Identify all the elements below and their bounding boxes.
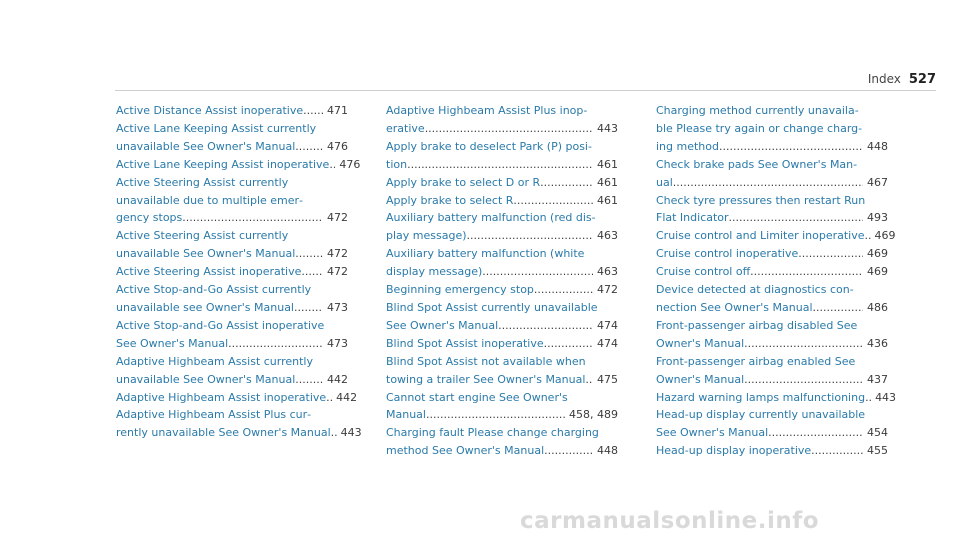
index-entry[interactable] xyxy=(656,353,888,389)
index-entry-link[interactable]: Owner's Manual xyxy=(656,336,745,350)
index-entry-link[interactable]: Adaptive Highbeam Assist currently xyxy=(116,354,313,368)
page-reference[interactable]: 472 xyxy=(327,265,348,279)
page-reference[interactable]: 472 xyxy=(327,211,348,225)
index-entry[interactable] xyxy=(116,156,361,174)
index-entry-link[interactable]: Blind Spot Assist not available when xyxy=(386,354,586,368)
index-entry-link[interactable]: Head-up display currently unavailable xyxy=(656,408,866,422)
index-entry-link[interactable]: Active Distance Assist inoperative xyxy=(116,104,304,117)
index-entry-link[interactable]: Cruise control off xyxy=(656,265,751,279)
page-reference[interactable]: 469 xyxy=(867,265,888,279)
index-entry-link[interactable]: Apply brake to deselect Park (P) posi‐ xyxy=(386,139,592,153)
page-reference[interactable]: 448 xyxy=(597,444,618,458)
index-entry[interactable] xyxy=(386,209,618,245)
dot-leader xyxy=(303,102,323,120)
index-entry-link[interactable]: ing method xyxy=(656,139,719,153)
dot-leader xyxy=(228,335,323,353)
index-entry-link[interactable]: rently unavailable See Owner's Manual xyxy=(116,426,331,440)
page-number: 527 xyxy=(908,72,936,87)
index-column-1 xyxy=(116,102,362,442)
index-entry[interactable] xyxy=(116,317,348,353)
index-entry-link[interactable]: Active Steering Assist currently xyxy=(116,175,289,189)
dot-leader xyxy=(540,174,593,192)
index-entry-link[interactable]: See Owner's Manual xyxy=(116,336,229,350)
dot-leader xyxy=(513,192,593,210)
index-entry-link[interactable]: Auxiliary battery malfunction (white xyxy=(386,247,585,261)
index-entry-link[interactable]: ble Please try again or change charg‐ xyxy=(656,121,863,135)
dot-leader xyxy=(750,263,863,281)
index-entry-link[interactable]: See Owner's Manual xyxy=(656,426,769,440)
page-reference[interactable]: 493 xyxy=(867,211,888,225)
index-entry-link[interactable]: Front-passenger airbag disabled See xyxy=(656,318,858,332)
dot-leader xyxy=(425,120,593,138)
dot-leader xyxy=(534,281,593,299)
index-entry-link[interactable]: Active Steering Assist currently xyxy=(116,229,289,243)
index-entry-link[interactable]: Adaptive Highbeam Assist inoperative xyxy=(116,390,327,404)
dot-leader xyxy=(744,335,863,353)
header-divider xyxy=(115,90,936,91)
index-entry-link[interactable]: erative xyxy=(386,121,425,135)
index-entry-link[interactable]: towing a trailer See Owner's Manual xyxy=(386,372,586,386)
index-entry[interactable] xyxy=(116,389,358,407)
index-entry-link[interactable]: display message) xyxy=(386,265,483,279)
index-entry[interactable] xyxy=(656,263,888,281)
page-reference[interactable]: 472 xyxy=(327,247,348,261)
index-entry[interactable] xyxy=(656,245,888,263)
index-entry[interactable] xyxy=(656,317,888,353)
index-entry[interactable] xyxy=(656,442,888,460)
dot-leader xyxy=(719,138,863,156)
watermark: carmanualsonline.info xyxy=(520,508,820,534)
page-reference[interactable]: 474 xyxy=(597,336,618,350)
index-entry-link[interactable]: Flat Indicator xyxy=(656,211,729,225)
index-entry[interactable] xyxy=(656,102,888,156)
index-entry-link[interactable]: Cruise control and Limiter inoperative xyxy=(656,229,865,243)
page-reference[interactable]: 473 xyxy=(327,300,348,314)
page-reference[interactable]: 448 xyxy=(867,139,888,153)
page-reference[interactable]: 474 xyxy=(597,318,618,332)
index-entry[interactable] xyxy=(386,281,618,299)
page-reference[interactable]: 443 xyxy=(597,121,618,135)
index-entry-link[interactable]: Blind Spot Assist currently unavailable xyxy=(386,300,598,314)
dot-leader xyxy=(294,299,323,317)
dot-leader xyxy=(498,317,593,335)
dot-leader xyxy=(544,335,593,353)
dot-leader xyxy=(744,371,863,389)
index-entry[interactable] xyxy=(116,281,348,317)
dot-leader xyxy=(295,245,323,263)
dot-leader xyxy=(426,406,565,424)
index-entry-link[interactable]: unavailable See Owner's Manual xyxy=(116,247,296,261)
index-entry-link[interactable]: Cruise control inoperative xyxy=(656,247,799,261)
dot-leader xyxy=(798,245,863,263)
page-reference[interactable]: 455 xyxy=(867,444,888,458)
page-reference[interactable]: 475 xyxy=(597,372,618,386)
index-entry[interactable] xyxy=(116,120,348,156)
section-title: Index xyxy=(867,72,901,86)
index-entry-link[interactable]: Adaptive Highbeam Assist Plus inop‐ xyxy=(386,104,588,117)
index-entry-link[interactable]: gency stops xyxy=(116,211,183,225)
index-entry-link[interactable]: Charging method currently unavaila‐ xyxy=(656,104,859,117)
page-reference[interactable]: 476 xyxy=(339,157,361,171)
index-entry[interactable] xyxy=(386,424,618,460)
index-column-3 xyxy=(656,102,897,460)
page-reference[interactable]: 454 xyxy=(867,426,888,440)
index-entry[interactable] xyxy=(386,102,618,138)
page-header xyxy=(868,72,936,87)
index-entry[interactable] xyxy=(386,245,618,281)
page-reference[interactable]: 463 xyxy=(597,265,618,279)
index-entry-link[interactable]: Auxiliary battery malfunction (red dis‐ xyxy=(386,211,596,225)
index-entry-link[interactable]: Beginning emergency stop xyxy=(386,283,534,297)
index-entry-link[interactable]: method See Owner's Manual xyxy=(386,444,545,458)
dot-leader xyxy=(301,263,323,281)
page-reference[interactable]: 442 xyxy=(327,372,348,386)
page-reference[interactable]: 469 xyxy=(874,229,896,243)
dot-leader xyxy=(585,371,593,389)
page-reference[interactable]: 463 xyxy=(597,229,618,243)
page-reference[interactable]: 469 xyxy=(867,247,888,261)
index-entry-link[interactable]: Charging fault Please change charging xyxy=(386,426,599,440)
page-reference[interactable]: 443 xyxy=(875,390,897,404)
index-entry-link[interactable]: Device detected at diagnostics con‐ xyxy=(656,283,854,297)
index-entry-link[interactable]: unavailable due to multiple emer‐ xyxy=(116,193,304,207)
index-entry-link[interactable]: Check brake pads See Owner's Man‐ xyxy=(656,157,858,171)
page-reference[interactable]: 442 xyxy=(336,390,358,404)
dot-leader xyxy=(482,263,593,281)
index-entry-link[interactable]: Owner's Manual xyxy=(656,372,745,386)
page-reference[interactable]: 473 xyxy=(327,336,348,350)
index-entry[interactable] xyxy=(116,102,348,120)
page-reference[interactable]: 476 xyxy=(327,139,348,153)
index-entry-link[interactable]: Blind Spot Assist inoperative xyxy=(386,336,544,350)
dot-leader xyxy=(295,138,323,156)
dot-leader xyxy=(544,442,593,460)
index-entry[interactable] xyxy=(656,192,888,228)
page-reference[interactable]: 472 xyxy=(597,283,618,297)
index-entry[interactable] xyxy=(386,389,618,425)
page-reference[interactable]: 461 xyxy=(597,157,618,171)
index-entry[interactable] xyxy=(116,174,348,228)
index-entry[interactable] xyxy=(386,192,618,210)
index-entry[interactable] xyxy=(656,227,896,245)
index-entry[interactable] xyxy=(656,281,888,317)
page-reference[interactable]: 471 xyxy=(327,104,348,117)
page-reference[interactable]: 461 xyxy=(597,175,618,189)
index-entry-link[interactable]: Head-up display inoperative xyxy=(656,444,812,458)
page-reference[interactable]: 437 xyxy=(867,372,888,386)
dot-leader xyxy=(182,209,323,227)
index-entry-link[interactable]: unavailable See Owner's Manual xyxy=(116,139,296,153)
index-entry-link[interactable]: nection See Owner's Manual xyxy=(656,300,813,314)
page-reference[interactable]: 436 xyxy=(867,336,888,350)
index-entry[interactable] xyxy=(656,406,888,442)
index-entry-link[interactable]: unavailable see Owner's Manual xyxy=(116,300,294,314)
index-entry-link[interactable]: Active Stop-and-Go Assist currently xyxy=(116,283,312,297)
index-entry-link[interactable]: Active Lane Keeping Assist inoperative xyxy=(116,157,330,171)
index-entry-link[interactable]: play message) xyxy=(386,229,467,243)
dot-leader xyxy=(811,442,863,460)
index-entry-link[interactable]: unavailable See Owner's Manual xyxy=(116,372,296,386)
index-entry-link[interactable]: See Owner's Manual xyxy=(386,318,499,332)
dot-leader xyxy=(295,371,323,389)
index-entry[interactable] xyxy=(116,406,362,442)
page-reference[interactable]: 443 xyxy=(340,426,362,440)
index-column-2 xyxy=(386,102,618,460)
index-entry-link[interactable]: Apply brake to select R xyxy=(386,193,514,207)
index-entry-link[interactable]: Cannot start engine See Owner's xyxy=(386,390,568,404)
page-reference[interactable]: 458, 489 xyxy=(569,408,618,422)
index-entry-link[interactable]: Adaptive Highbeam Assist Plus cur‐ xyxy=(116,408,312,422)
page-reference[interactable]: 461 xyxy=(597,193,618,207)
dot-leader xyxy=(813,299,863,317)
index-entry-link[interactable]: Active Steering Assist inoperative xyxy=(116,265,302,279)
index-entry[interactable] xyxy=(116,263,348,281)
dot-leader xyxy=(768,424,863,442)
index-entry[interactable] xyxy=(386,299,618,335)
page-reference[interactable]: 467 xyxy=(867,175,888,189)
index-entry-link[interactable]: ual xyxy=(656,175,673,189)
index-entry[interactable] xyxy=(386,174,618,192)
index-entry-link[interactable]: Active Lane Keeping Assist currently xyxy=(116,121,317,135)
index-entry-link[interactable]: Apply brake to select D or R xyxy=(386,175,541,189)
page-reference[interactable]: 486 xyxy=(867,300,888,314)
dot-leader xyxy=(407,156,593,174)
index-entry-link[interactable]: Hazard warning lamps malfunctioning xyxy=(656,390,866,404)
index-entry-link[interactable]: Front-passenger airbag enabled See xyxy=(656,354,856,368)
dot-leader xyxy=(673,174,863,192)
index-entry-link[interactable]: tion xyxy=(386,157,408,171)
dot-leader xyxy=(467,227,593,245)
index-entry[interactable] xyxy=(386,353,618,389)
index-entry[interactable] xyxy=(656,389,897,407)
index-entry[interactable] xyxy=(386,138,618,174)
index-entry[interactable] xyxy=(116,353,348,389)
index-entry[interactable] xyxy=(656,156,888,192)
dot-leader xyxy=(729,209,863,227)
index-entry-link[interactable]: Manual xyxy=(386,408,426,422)
index-entry[interactable] xyxy=(116,227,348,263)
index-entry[interactable] xyxy=(386,335,618,353)
index-entry-link[interactable]: Active Stop-and-Go Assist inoperative xyxy=(116,318,325,332)
index-entry-link[interactable]: Check tyre pressures then restart Run xyxy=(656,193,866,207)
